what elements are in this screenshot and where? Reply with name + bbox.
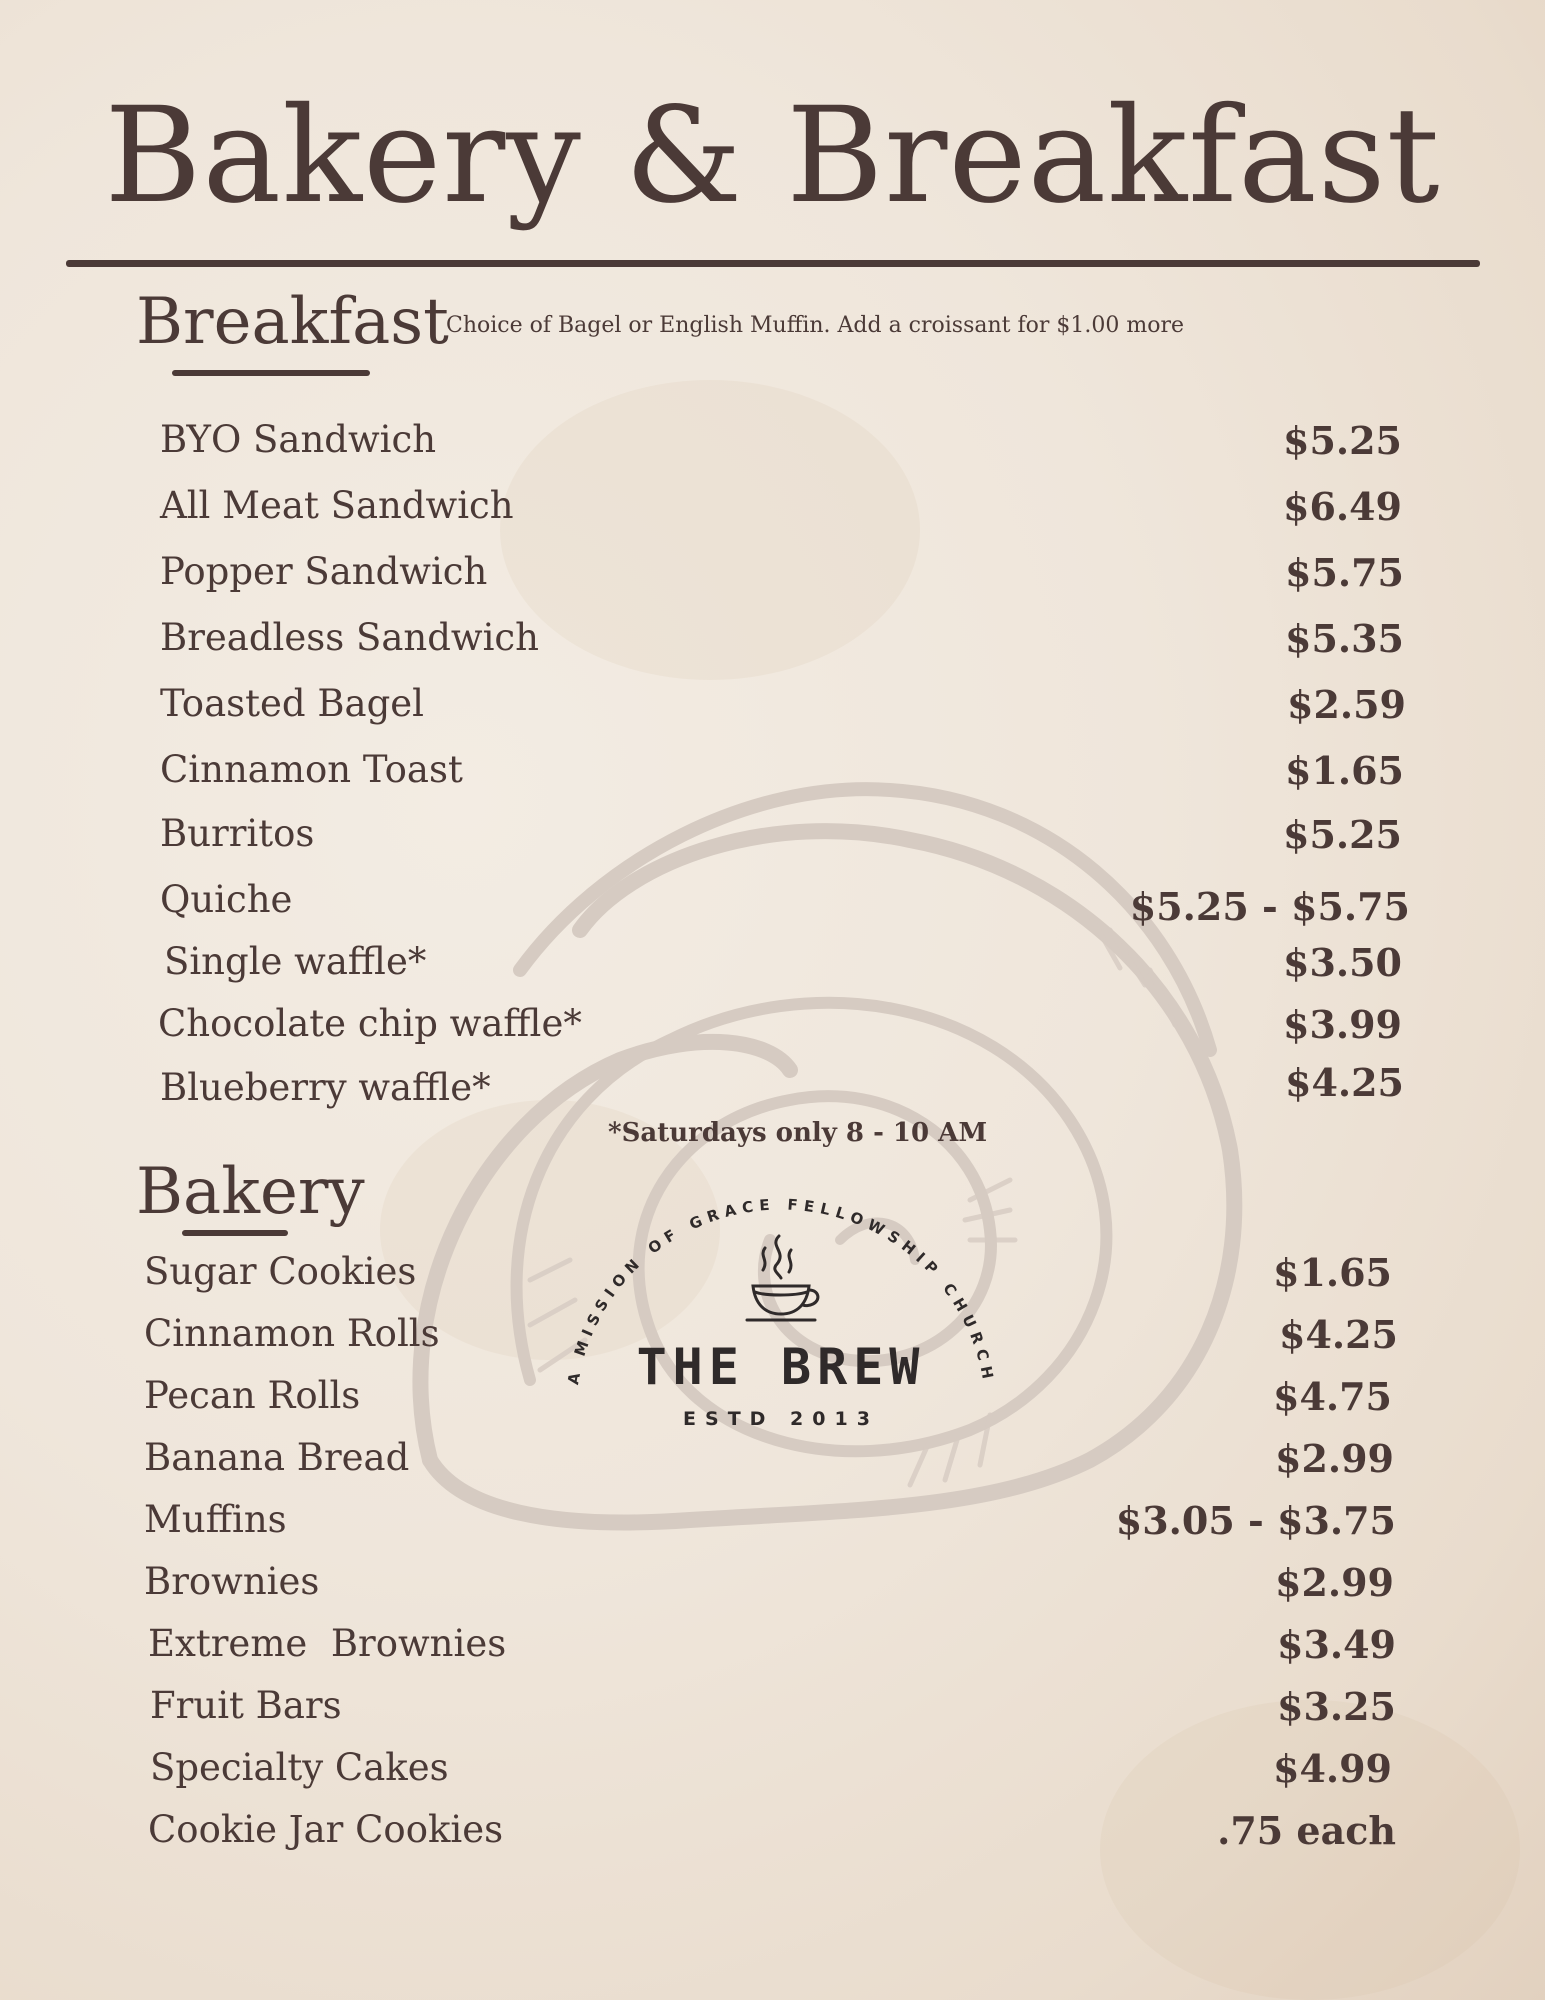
- item-name: Toasted Bagel: [160, 682, 425, 725]
- menu-item: [160, 940, 1402, 990]
- menu-item: [144, 1498, 1396, 1548]
- item-price: $2.99: [1275, 1560, 1394, 1605]
- item-name: Pecan Rolls: [144, 1374, 361, 1417]
- item-name: All Meat Sandwich: [160, 484, 514, 527]
- menu-item: [158, 1002, 1402, 1052]
- item-name: Specialty Cakes: [150, 1746, 449, 1789]
- item-price: $5.35: [1285, 616, 1404, 661]
- item-name: Single waffle*: [164, 940, 427, 983]
- item-price: .75 each: [1217, 1808, 1396, 1853]
- menu-item: [148, 1808, 1396, 1858]
- breakfast-underline: [172, 370, 370, 376]
- logo-established: ESTD 2013: [683, 1408, 879, 1430]
- item-price: $5.75: [1285, 550, 1404, 595]
- coffee-cup-icon: [739, 1230, 823, 1326]
- item-price: $3.05 - $3.75: [1115, 1498, 1396, 1543]
- item-name: Sugar Cookies: [144, 1250, 417, 1293]
- item-name: Quiche: [160, 878, 293, 921]
- logo-name: THE BREW: [636, 1338, 926, 1396]
- item-name: Burritos: [160, 812, 315, 855]
- menu-item: [160, 484, 1402, 534]
- item-price: $4.75: [1273, 1374, 1392, 1419]
- page-title: Bakery & Breakfast: [104, 79, 1441, 233]
- item-price: $4.25: [1285, 1060, 1404, 1105]
- item-price: $3.49: [1277, 1622, 1396, 1667]
- menu-item: [160, 748, 1404, 798]
- item-price: $3.25: [1277, 1684, 1396, 1729]
- the-brew-logo: [556, 1186, 1006, 1446]
- item-name: Extreme Brownies: [148, 1622, 507, 1665]
- item-name: Chocolate chip waffle*: [158, 1002, 582, 1045]
- bakery-heading: Bakery: [136, 1155, 365, 1229]
- menu-item: [150, 1746, 1392, 1796]
- item-name: Fruit Bars: [150, 1684, 342, 1727]
- item-price: $4.25: [1279, 1312, 1398, 1357]
- item-price: $5.25 - $5.75: [1129, 884, 1410, 929]
- waffle-footnote: *Saturdays only 8 - 10 AM: [608, 1118, 988, 1148]
- item-price: $1.65: [1273, 1250, 1392, 1295]
- breakfast-heading: Breakfast: [136, 285, 449, 359]
- item-name: Cinnamon Rolls: [144, 1312, 440, 1355]
- item-name: Breadless Sandwich: [160, 616, 539, 659]
- menu-item: [160, 878, 1410, 928]
- menu-item: [160, 682, 1406, 732]
- breakfast-note: Choice of Bagel or English Muffin. Add a croissant for $1.00 more: [446, 313, 1185, 338]
- item-price: $1.65: [1285, 748, 1404, 793]
- item-price: $4.99: [1273, 1746, 1392, 1791]
- item-price: $5.25: [1283, 418, 1402, 463]
- item-price: $3.99: [1283, 1002, 1402, 1047]
- item-price: $2.99: [1275, 1436, 1394, 1481]
- item-name: BYO Sandwich: [160, 418, 437, 461]
- menu-item: [160, 616, 1404, 666]
- title-divider: [66, 260, 1480, 267]
- item-price: $5.25: [1283, 812, 1402, 857]
- menu-item: [160, 1060, 1404, 1116]
- menu-item: [160, 812, 1402, 862]
- bakery-underline: [182, 1230, 288, 1236]
- item-price: $3.50: [1283, 940, 1402, 985]
- item-price: $2.59: [1287, 682, 1406, 727]
- item-name: Cookie Jar Cookies: [148, 1808, 504, 1851]
- menu-item: [160, 418, 1402, 468]
- logo-arc-label: A MISSION OF GRACE FELLOWSHIP CHURCH: [564, 1195, 998, 1387]
- menu-item: [148, 1622, 1396, 1672]
- menu-item: [150, 1684, 1396, 1734]
- item-price: $6.49: [1283, 484, 1402, 529]
- item-name: Banana Bread: [144, 1436, 410, 1479]
- menu-item: [144, 1560, 1394, 1610]
- menu-item: [160, 550, 1404, 600]
- item-name: Cinnamon Toast: [160, 748, 463, 791]
- item-name: Popper Sandwich: [160, 550, 488, 593]
- item-name: Blueberry waffle*: [160, 1066, 491, 1109]
- item-name: Muffins: [144, 1498, 287, 1541]
- item-name: Brownies: [144, 1560, 320, 1603]
